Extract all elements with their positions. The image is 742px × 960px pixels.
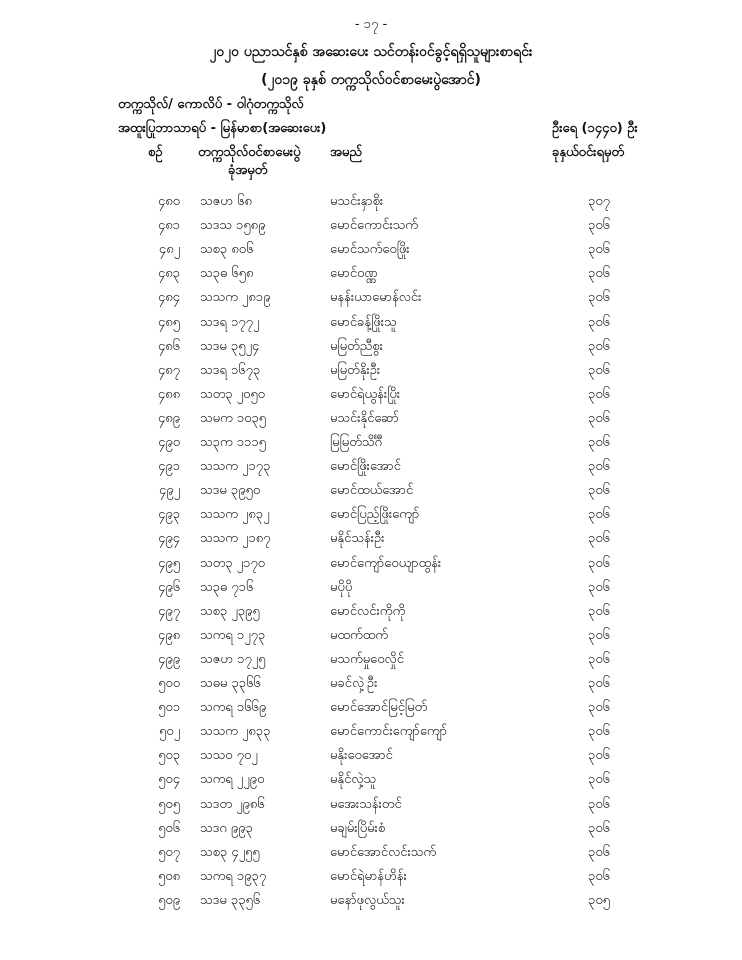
student-name: မောင်ကောင်းကျော်ကျော် [330, 724, 448, 740]
row-number: ၅၀၉ [158, 892, 180, 908]
score: ၃၀၆ [588, 314, 610, 330]
student-name: မသင်းနှာစိုး [330, 194, 384, 209]
roll-number: သစ၃ ၄၂၅၅ [200, 844, 260, 860]
document-subtitle: (၂၀၁၉ ခုနှစ် တက္ကသိုလ်ဝင်စာမေးပွဲအောင်) [261, 72, 481, 88]
student-name: မောင်ဖြိုးအောင် [330, 459, 401, 475]
row-number: ၄၈၄ [157, 290, 180, 306]
row-number: ၄၉၄ [158, 531, 180, 547]
student-name: မောင်အောင်မြင့်မြတ် [330, 700, 428, 716]
student-name: မောင်ရဲယွန်းပြိုး [330, 386, 401, 402]
row-number: ၄၉၅ [158, 555, 180, 571]
roll-number: သစ၃ ၂၃၉၅ [200, 603, 260, 619]
student-name: မောင်ပြည့်ဖြိုးကျော် [330, 507, 420, 523]
roll-number: သဒရ ၁၆၇၃ [200, 362, 261, 378]
roll-number: သဒမ ၃၉၅၀ [200, 483, 261, 499]
roll-number: သသက ၂၈၃၂ [200, 507, 270, 523]
row-number: ၄၈၅ [157, 314, 180, 330]
roll-number: သကရ ၂၂၉၀ [200, 772, 265, 788]
row-number: ၄၈၃ [157, 266, 180, 282]
roll-number: သဒဂ ၉၉၃ [200, 820, 253, 836]
roll-number: သဒရ ၁၇၇၂ [200, 314, 260, 330]
header-mark: ခုနှယ်ဝင်းရမှတ် [552, 145, 625, 160]
university-line: တက္ကသိုလ်/ ကောလိပ် - ဝါဂုံတက္ကသိုလ် [118, 97, 304, 112]
student-name: မမြတ်ညီစွး [330, 338, 383, 354]
header-name: အမည် [330, 145, 362, 160]
score: ၃၀၆ [588, 242, 610, 258]
roll-number: သ၃ဓ ၇၁၆ [200, 579, 254, 595]
row-number: ၄၈၀ [157, 194, 180, 209]
row-number: ၄၈၁ [157, 218, 180, 234]
header-roll-line2: ခုံအမှတ် [228, 163, 268, 178]
table-row [0, 193, 742, 217]
roll-number: သဒသ ၁၅၈၉ [200, 218, 266, 234]
student-name: မထက်ထက် [330, 627, 389, 643]
roll-number: သကရ ၁၉၃၇ [200, 868, 267, 884]
table-row [0, 241, 742, 265]
table-row [0, 434, 742, 458]
row-number: ၅၀၃ [158, 748, 180, 764]
row-number: ၄၉၂ [158, 483, 180, 499]
row-number: ၄၈၆ [157, 338, 180, 354]
row-number: ၄၉၀ [158, 435, 180, 450]
score: ၃၀၇ [588, 194, 610, 209]
row-number: ၄၉၆ [158, 579, 180, 595]
score: ၃၀၆ [588, 410, 610, 426]
score: ၃၀၆ [588, 700, 610, 716]
row-number: ၄၉၃ [158, 507, 180, 523]
roll-number: သစ၃ ၈၀၆ [200, 242, 254, 258]
score: ၃၀၆ [588, 627, 610, 643]
student-name: မောင်အောင်လင်းသက် [330, 844, 437, 860]
roll-number: သဒမ ၃၅၂၄ [200, 338, 260, 354]
student-name: မနိုင်သန်းဦး [330, 531, 385, 547]
roll-number: သမက ၁၀၃၅ [200, 410, 267, 426]
row-number: ၄၈၉ [157, 410, 180, 426]
student-name: မောင်ကောင်းသက် [330, 218, 418, 234]
roll-number: သသက ၂၁၇၃ [200, 459, 271, 475]
table-row [0, 458, 742, 482]
table-row [0, 482, 742, 506]
student-name: မောင်သက်ဝေဖြိုး [330, 242, 410, 258]
page-number: - ၁၇ - [354, 17, 388, 32]
roll-number: သကရ ၁၆၆၉ [200, 700, 267, 716]
score: ၃၀၆ [588, 555, 610, 571]
student-name: မအေးသန်းတင် [330, 796, 402, 812]
roll-number: သတ၃ ၂၁၇၀ [200, 555, 265, 571]
student-name: မောင်ခန့်ဖြိုးသူ [330, 314, 397, 330]
header-roll: တက္ကသိုလ်ဝင်စာမေးပွဲ [198, 145, 301, 160]
roll-number: သသဝ ၇၀၂ [200, 748, 258, 764]
table-row [0, 747, 742, 771]
table-row [0, 844, 742, 868]
student-name: မသင်းနိုင်ဆော် [330, 410, 399, 426]
table-row [0, 699, 742, 723]
score: ၃၀၅ [588, 892, 610, 908]
score: ၃၀၆ [588, 507, 610, 523]
table-row [0, 506, 742, 530]
row-number: ၄၈၈ [157, 386, 180, 402]
roll-number: သကရ ၁၂၇၃ [200, 627, 266, 643]
table-row [0, 530, 742, 554]
score: ၃၀၆ [588, 386, 610, 402]
row-number: ၄၉၁ [158, 459, 180, 475]
roll-number: သဓမ ၃၃၆၆ [200, 676, 261, 691]
table-row [0, 796, 742, 820]
student-name: မခင်လှဲ့ဦး [330, 676, 378, 691]
table-row [0, 723, 742, 747]
roll-number: သဇဟ ၆၈ [200, 194, 252, 209]
seat-count: ဦးရေ (၁၄၄၀) ဦး [552, 121, 638, 136]
score: ၃၀၆ [588, 724, 610, 740]
student-name: မသက်မှုဝေလှိုင် [330, 651, 404, 667]
row-number: ၅၀၂ [158, 724, 180, 740]
table-row [0, 217, 742, 241]
score: ၃၀၆ [588, 483, 610, 499]
roll-number: သဒတ ၂၉၈၆ [200, 796, 265, 812]
score: ၃၀၆ [588, 868, 610, 884]
table-row [0, 362, 742, 386]
table-row [0, 410, 742, 434]
table-row [0, 675, 742, 699]
score: ၃၀၆ [588, 844, 610, 860]
roll-number: သတ၃ ၂၀၅၀ [200, 386, 265, 402]
score: ၃၀၆ [588, 820, 610, 836]
table-row [0, 868, 742, 892]
student-name: မနိုးဝေအောင် [330, 748, 393, 764]
student-name: မချမ်းပြိမ်းစံ [330, 820, 386, 836]
score: ၃၀၆ [588, 338, 610, 354]
table-row [0, 627, 742, 651]
row-number: ၄၈၂ [158, 242, 180, 258]
student-name: မြမြတ်သိင်္ဂီ [330, 435, 383, 450]
student-name: မောင်ဝဏ္ဏ [330, 266, 378, 282]
score: ၃၀၆ [588, 290, 610, 306]
row-number: ၄၉၇ [158, 603, 180, 619]
row-number: ၅၀၁ [158, 700, 180, 716]
row-number: ၅၀၈ [157, 868, 180, 884]
score: ၃၀၆ [588, 459, 610, 475]
row-number: ၅၀၄ [158, 772, 180, 788]
student-name: မောင်ကျော်ဝေယျာထွန်း [330, 555, 442, 571]
row-number: ၄၉၉ [158, 651, 180, 667]
table-row [0, 289, 742, 313]
roll-number: သဇဟ ၁၇၂၅ [200, 651, 266, 667]
score: ၃၀၆ [588, 579, 610, 595]
score: ၃၀၆ [588, 266, 610, 282]
score: ၃၀၆ [588, 218, 610, 234]
score: ၃၀၆ [588, 651, 610, 667]
table-row [0, 338, 742, 362]
header-no: စဉ် [148, 145, 163, 160]
row-number: ၄၈၇ [157, 362, 180, 378]
row-number: ၅၀၇ [158, 844, 180, 860]
table-row [0, 579, 742, 603]
row-number: ၅၀၅ [158, 796, 180, 812]
score: ၃၀၆ [588, 796, 610, 812]
roll-number: သဒမ ၃၃၅၆ [200, 892, 261, 908]
score: ၃၀၆ [588, 748, 610, 764]
score: ၃၀၆ [588, 435, 610, 450]
student-name: မမြတ်နိုးဦး [330, 362, 381, 378]
roll-number: သ၃ဓ ၆၅၈ [200, 266, 254, 282]
student-name: မောင်ရဲမာန်ဟိန်း [330, 868, 407, 884]
table-row [0, 820, 742, 844]
table-row [0, 892, 742, 916]
student-name: မောင်ထယ်အောင် [330, 483, 414, 499]
table-row [0, 771, 742, 795]
table-row [0, 265, 742, 289]
student-name: မပိုပို [330, 579, 353, 595]
roll-number: သသက ၂၁၈၇ [200, 531, 271, 547]
student-name: မနိုင်လှဲ့သူ [330, 772, 377, 788]
document-title: ၂၀၂၀ ပညာသင်နှစ် အဆေးပေး သင်တန်းဝင်ခွင့်ရရှိသူများစာရင်း [209, 44, 533, 60]
student-name: မနော်ဖုလွယ်သူး [330, 892, 405, 908]
roll-number: သသက ၂၈၃၃ [200, 724, 271, 740]
student-name: မောင်လင်းကိုကို [330, 603, 406, 619]
row-number: ၅၀၀ [158, 676, 180, 691]
major-line: အထူးပြုဘာသာရပ် - မြန်မာစာ(အဆေးပေး) [118, 121, 327, 136]
student-name: မနန်းယာမောန်လင်း [330, 290, 422, 306]
row-number: ၄၉၈ [157, 627, 180, 643]
table-row [0, 603, 742, 627]
score: ၃၀၆ [588, 603, 610, 619]
score: ၃၀၆ [588, 772, 610, 788]
table-row [0, 386, 742, 410]
table-row [0, 651, 742, 675]
row-number: ၅၀၆ [158, 820, 180, 836]
score: ၃၀၆ [588, 362, 610, 378]
score: ၃၀၆ [588, 676, 610, 691]
roll-number: သ၃က ၁၁၁၅ [200, 435, 266, 450]
table-row [0, 314, 742, 338]
table-row [0, 555, 742, 579]
score: ၃၀၆ [588, 531, 610, 547]
roll-number: သသက ၂၈၁၉ [200, 290, 271, 306]
